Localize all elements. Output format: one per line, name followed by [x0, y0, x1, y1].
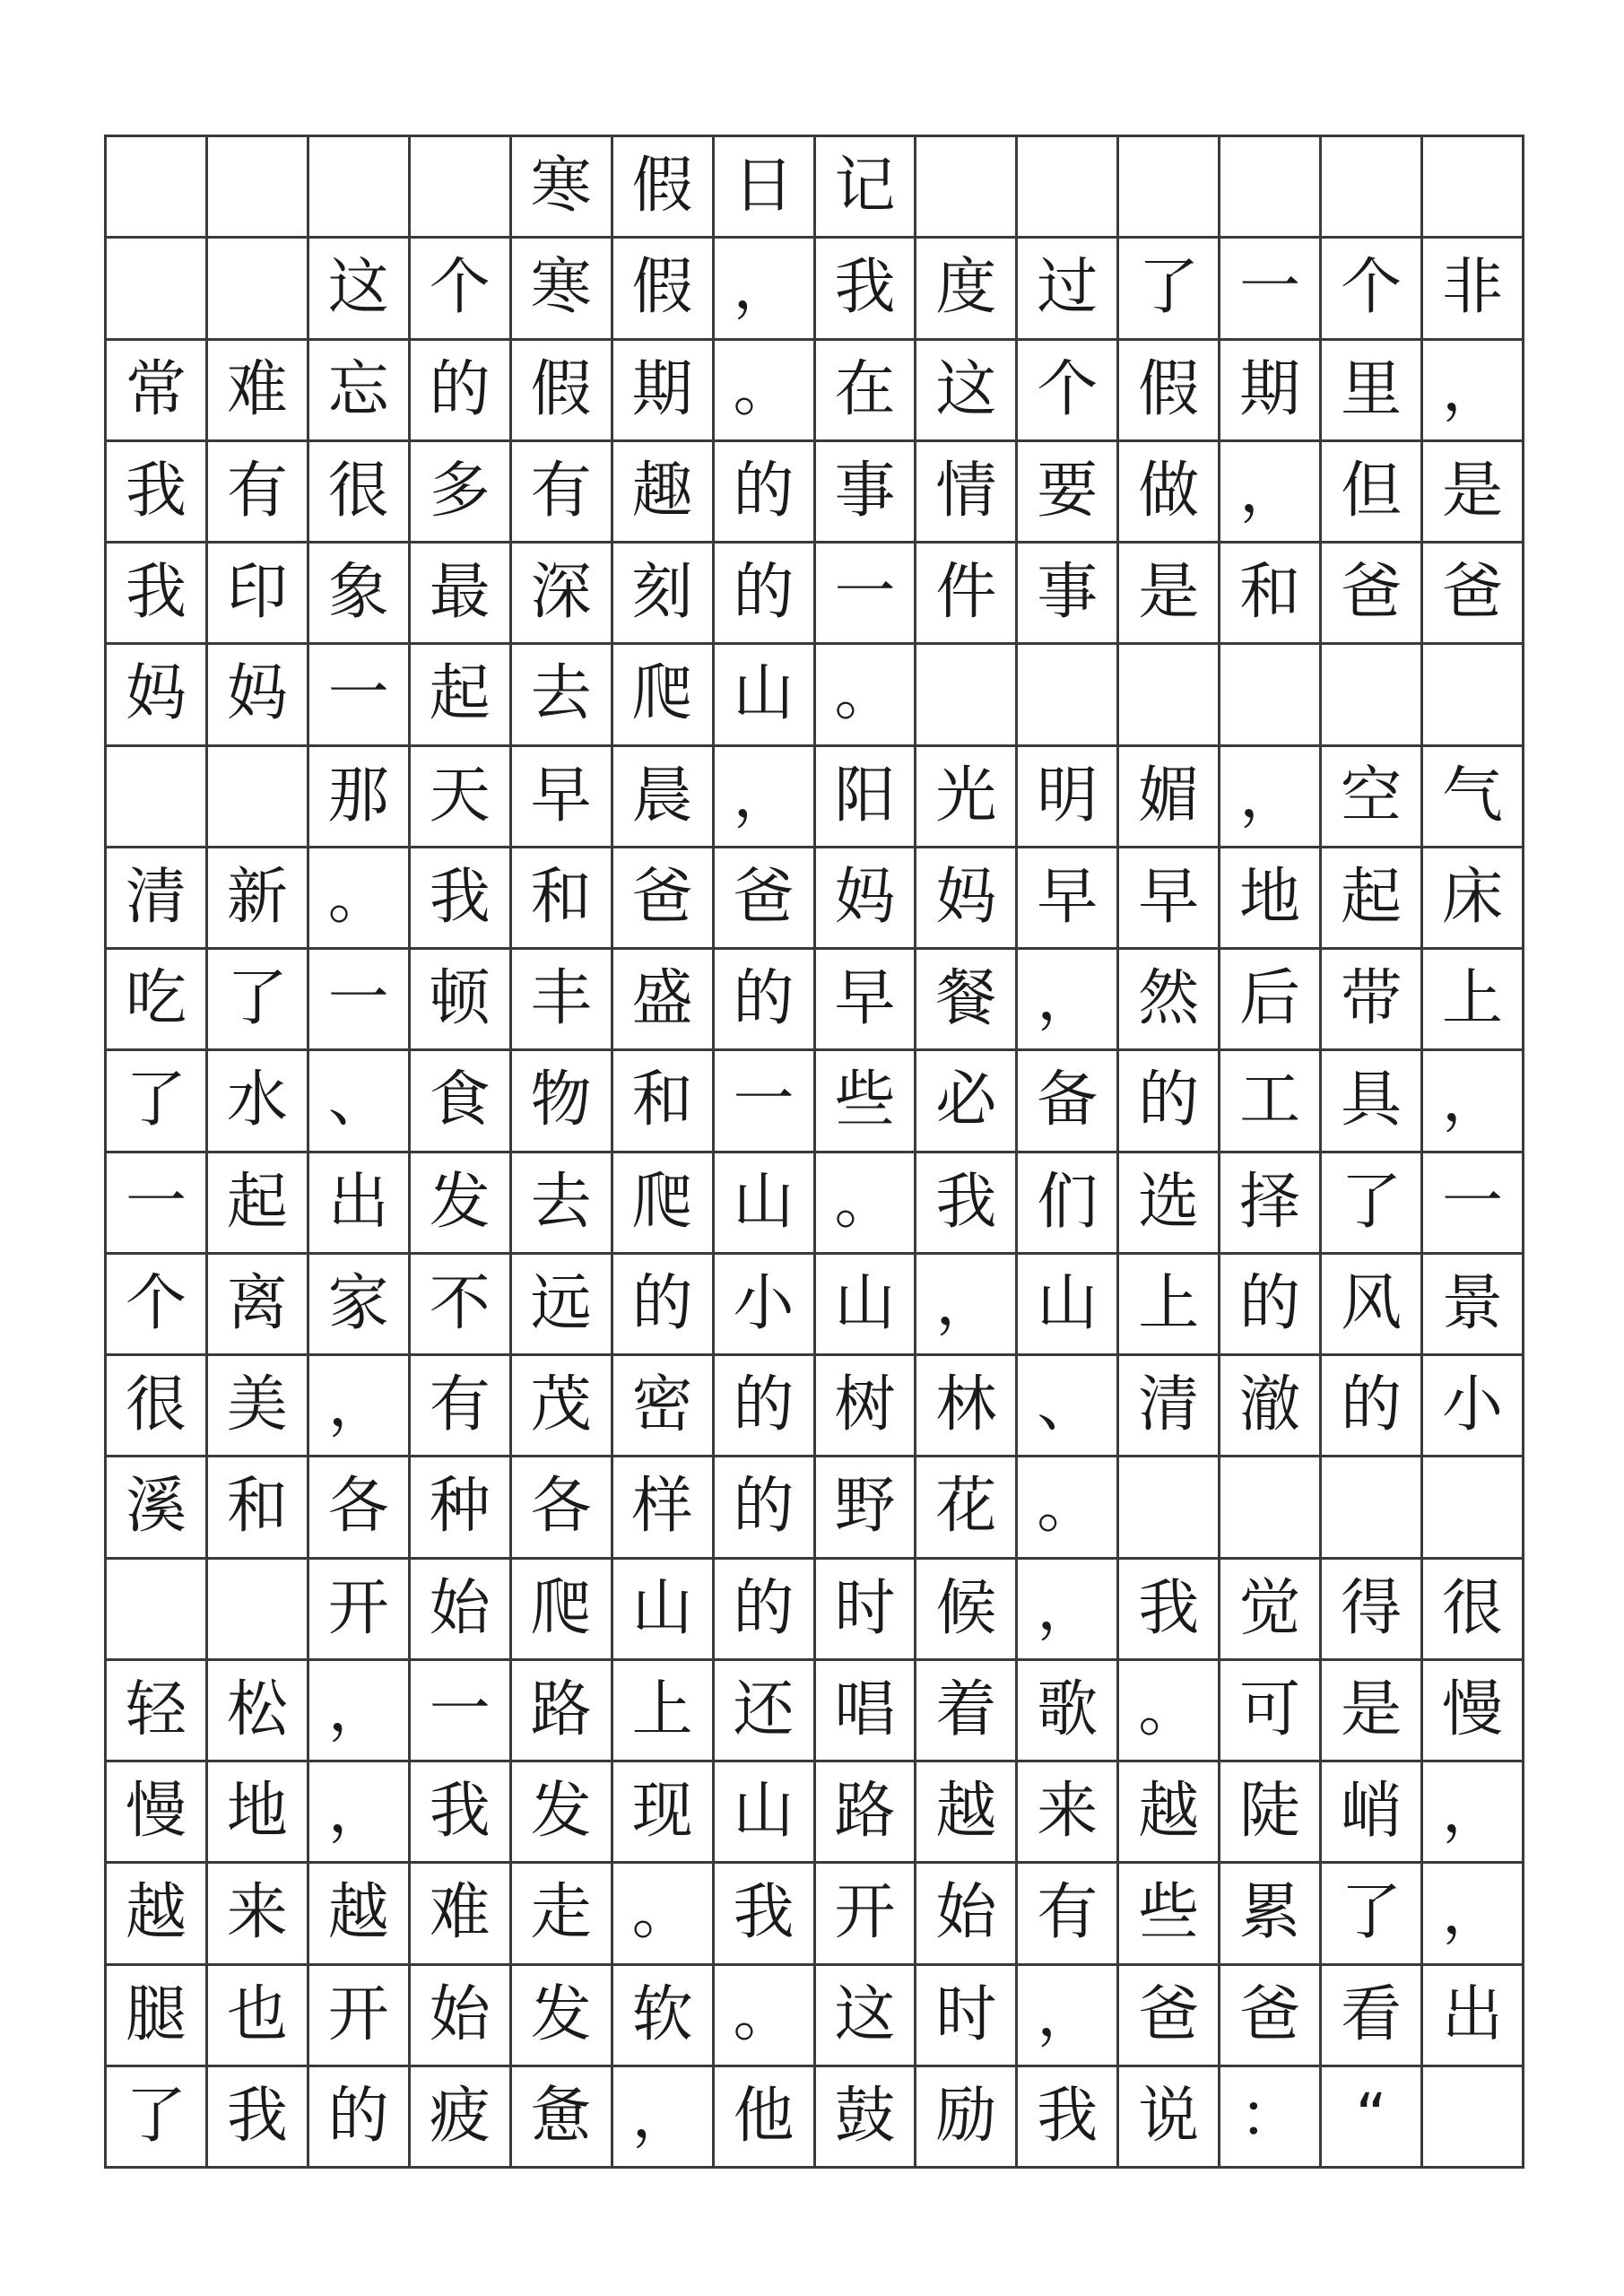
grid-cell-r13-c14: 小 — [1423, 1356, 1524, 1457]
grid-cell-r19-c7: 。 — [715, 1966, 816, 2067]
grid-cell-r7-c8: 阳 — [816, 747, 917, 848]
grid-cell-r18-c3: 越 — [309, 1864, 411, 1965]
grid-cell-r20-c9: 励 — [916, 2067, 1018, 2169]
grid-cell-r18-c2: 来 — [208, 1864, 309, 1965]
grid-cell-r10-c2: 水 — [208, 1051, 309, 1152]
grid-cell-r14-c2: 和 — [208, 1457, 309, 1559]
grid-cell-r7-c1 — [107, 747, 208, 848]
grid-cell-r13-c2: 美 — [208, 1356, 309, 1457]
grid-cell-r18-c11: 些 — [1119, 1864, 1220, 1965]
grid-cell-r13-c4: 有 — [411, 1356, 512, 1457]
grid-cell-r19-c5: 发 — [512, 1966, 613, 2067]
grid-cell-r6-c10 — [1018, 645, 1119, 746]
grid-cell-r1-c3 — [309, 137, 411, 239]
grid-cell-r9-c13: 带 — [1322, 950, 1423, 1051]
grid-cell-r3-c14: ， — [1423, 341, 1524, 442]
grid-cell-r19-c4: 始 — [411, 1966, 512, 2067]
grid-cell-r16-c1: 轻 — [107, 1661, 208, 1762]
grid-cell-r15-c11: 我 — [1119, 1560, 1220, 1661]
grid-cell-r13-c9: 林 — [916, 1356, 1018, 1457]
grid-cell-r3-c9: 这 — [916, 341, 1018, 442]
grid-cell-r10-c9: 必 — [916, 1051, 1018, 1152]
grid-cell-r16-c4: 一 — [411, 1661, 512, 1762]
grid-cell-r11-c7: 山 — [715, 1153, 816, 1255]
grid-cell-r15-c12: 觉 — [1220, 1560, 1322, 1661]
grid-cell-r4-c12: ， — [1220, 442, 1322, 544]
grid-cell-r20-c2: 我 — [208, 2067, 309, 2169]
grid-cell-r5-c4: 最 — [411, 544, 512, 645]
grid-cell-r13-c11: 清 — [1119, 1356, 1220, 1457]
grid-cell-r9-c10: ， — [1018, 950, 1119, 1051]
grid-cell-r1-c9 — [916, 137, 1018, 239]
grid-cell-r18-c10: 有 — [1018, 1864, 1119, 1965]
grid-cell-r12-c14: 景 — [1423, 1255, 1524, 1356]
grid-cell-r6-c2: 妈 — [208, 645, 309, 746]
grid-cell-r9-c8: 早 — [816, 950, 917, 1051]
grid-cell-r7-c10: 明 — [1018, 747, 1119, 848]
grid-cell-r10-c3: 、 — [309, 1051, 411, 1152]
grid-cell-r4-c2: 有 — [208, 442, 309, 544]
grid-cell-r8-c5: 和 — [512, 848, 613, 950]
grid-cell-r2-c14: 非 — [1423, 239, 1524, 340]
grid-cell-r7-c14: 气 — [1423, 747, 1524, 848]
grid-cell-r7-c11: 媚 — [1119, 747, 1220, 848]
grid-cell-r14-c1: 溪 — [107, 1457, 208, 1559]
grid-cell-r2-c1 — [107, 239, 208, 340]
grid-cell-r18-c7: 我 — [715, 1864, 816, 1965]
grid-cell-r6-c12 — [1220, 645, 1322, 746]
grid-cell-r10-c12: 工 — [1220, 1051, 1322, 1152]
grid-cell-r11-c1: 一 — [107, 1153, 208, 1255]
grid-cell-r7-c4: 天 — [411, 747, 512, 848]
grid-cell-r5-c12: 和 — [1220, 544, 1322, 645]
grid-cell-r8-c11: 早 — [1119, 848, 1220, 950]
grid-cell-r5-c1: 我 — [107, 544, 208, 645]
grid-cell-r1-c10 — [1018, 137, 1119, 239]
grid-cell-r14-c12 — [1220, 1457, 1322, 1559]
grid-cell-r2-c11: 了 — [1119, 239, 1220, 340]
grid-cell-r16-c13: 是 — [1322, 1661, 1423, 1762]
grid-cell-r15-c8: 时 — [816, 1560, 917, 1661]
grid-cell-r11-c10: 们 — [1018, 1153, 1119, 1255]
grid-cell-r13-c7: 的 — [715, 1356, 816, 1457]
grid-cell-r1-c6: 假 — [613, 137, 715, 239]
grid-cell-r4-c3: 很 — [309, 442, 411, 544]
grid-cell-r17-c8: 路 — [816, 1762, 917, 1864]
grid-cell-r18-c12: 累 — [1220, 1864, 1322, 1965]
grid-cell-r17-c6: 现 — [613, 1762, 715, 1864]
grid-cell-r7-c9: 光 — [916, 747, 1018, 848]
grid-cell-r17-c14: ， — [1423, 1762, 1524, 1864]
grid-cell-r10-c13: 具 — [1322, 1051, 1423, 1152]
grid-cell-r12-c8: 山 — [816, 1255, 917, 1356]
grid-cell-r15-c1 — [107, 1560, 208, 1661]
grid-cell-r4-c6: 趣 — [613, 442, 715, 544]
grid-cell-r13-c8: 树 — [816, 1356, 917, 1457]
grid-cell-r19-c11: 爸 — [1119, 1966, 1220, 2067]
grid-cell-r1-c11 — [1119, 137, 1220, 239]
grid-cell-r11-c2: 起 — [208, 1153, 309, 1255]
grid-cell-r3-c10: 个 — [1018, 341, 1119, 442]
grid-cell-r17-c13: 峭 — [1322, 1762, 1423, 1864]
grid-cell-r11-c12: 择 — [1220, 1153, 1322, 1255]
grid-cell-r3-c13: 里 — [1322, 341, 1423, 442]
grid-cell-r1-c5: 寒 — [512, 137, 613, 239]
grid-cell-r10-c6: 和 — [613, 1051, 715, 1152]
grid-cell-r12-c3: 家 — [309, 1255, 411, 1356]
grid-cell-r3-c12: 期 — [1220, 341, 1322, 442]
grid-cell-r2-c2 — [208, 239, 309, 340]
grid-cell-r5-c2: 印 — [208, 544, 309, 645]
grid-cell-r6-c6: 爬 — [613, 645, 715, 746]
grid-cell-r5-c3: 象 — [309, 544, 411, 645]
grid-cell-r15-c4: 始 — [411, 1560, 512, 1661]
grid-cell-r16-c7: 还 — [715, 1661, 816, 1762]
grid-cell-r7-c5: 早 — [512, 747, 613, 848]
grid-cell-r2-c6: 假 — [613, 239, 715, 340]
grid-cell-r19-c12: 爸 — [1220, 1966, 1322, 2067]
grid-cell-r18-c1: 越 — [107, 1864, 208, 1965]
grid-cell-r20-c14 — [1423, 2067, 1524, 2169]
grid-cell-r7-c12: ， — [1220, 747, 1322, 848]
grid-cell-r10-c7: 一 — [715, 1051, 816, 1152]
grid-cell-r1-c8: 记 — [816, 137, 917, 239]
grid-cell-r3-c5: 假 — [512, 341, 613, 442]
grid-cell-r16-c5: 路 — [512, 1661, 613, 1762]
grid-cell-r11-c11: 选 — [1119, 1153, 1220, 1255]
grid-cell-r8-c9: 妈 — [916, 848, 1018, 950]
grid-cell-r6-c1: 妈 — [107, 645, 208, 746]
grid-cell-r13-c5: 茂 — [512, 1356, 613, 1457]
grid-cell-r16-c8: 唱 — [816, 1661, 917, 1762]
grid-cell-r11-c13: 了 — [1322, 1153, 1423, 1255]
grid-cell-r1-c7: 日 — [715, 137, 816, 239]
grid-cell-r13-c6: 密 — [613, 1356, 715, 1457]
grid-cell-r15-c5: 爬 — [512, 1560, 613, 1661]
grid-cell-r17-c9: 越 — [916, 1762, 1018, 1864]
grid-cell-r10-c11: 的 — [1119, 1051, 1220, 1152]
grid-cell-r18-c5: 走 — [512, 1864, 613, 1965]
grid-cell-r10-c1: 了 — [107, 1051, 208, 1152]
grid-cell-r3-c6: 期 — [613, 341, 715, 442]
grid-cell-r20-c5: 惫 — [512, 2067, 613, 2169]
grid-cell-r18-c13: 了 — [1322, 1864, 1423, 1965]
grid-cell-r1-c2 — [208, 137, 309, 239]
grid-cell-r13-c13: 的 — [1322, 1356, 1423, 1457]
grid-cell-r6-c11 — [1119, 645, 1220, 746]
grid-cell-r7-c6: 晨 — [613, 747, 715, 848]
grid-cell-r17-c1: 慢 — [107, 1762, 208, 1864]
grid-cell-r15-c7: 的 — [715, 1560, 816, 1661]
grid-cell-r2-c8: 我 — [816, 239, 917, 340]
grid-cell-r20-c12: ： — [1220, 2067, 1322, 2169]
grid-cell-r12-c1: 个 — [107, 1255, 208, 1356]
grid-cell-r5-c13: 爸 — [1322, 544, 1423, 645]
grid-cell-r2-c13: 个 — [1322, 239, 1423, 340]
grid-cell-r13-c1: 很 — [107, 1356, 208, 1457]
grid-cell-r5-c9: 件 — [916, 544, 1018, 645]
grid-cell-r13-c12: 澈 — [1220, 1356, 1322, 1457]
grid-cell-r17-c5: 发 — [512, 1762, 613, 1864]
grid-cell-r4-c9: 情 — [916, 442, 1018, 544]
grid-cell-r14-c7: 的 — [715, 1457, 816, 1559]
grid-cell-r19-c8: 这 — [816, 1966, 917, 2067]
grid-cell-r9-c5: 丰 — [512, 950, 613, 1051]
grid-cell-r4-c13: 但 — [1322, 442, 1423, 544]
grid-cell-r4-c4: 多 — [411, 442, 512, 544]
grid-cell-r20-c13: “ — [1322, 2067, 1423, 2169]
grid-cell-r12-c9: ， — [916, 1255, 1018, 1356]
grid-cell-r1-c4 — [411, 137, 512, 239]
grid-cell-r20-c11: 说 — [1119, 2067, 1220, 2169]
grid-cell-r11-c6: 爬 — [613, 1153, 715, 1255]
grid-cell-r15-c9: 候 — [916, 1560, 1018, 1661]
grid-cell-r17-c10: 来 — [1018, 1762, 1119, 1864]
grid-cell-r15-c3: 开 — [309, 1560, 411, 1661]
grid-cell-r15-c10: ， — [1018, 1560, 1119, 1661]
grid-cell-r6-c9 — [916, 645, 1018, 746]
grid-cell-r3-c2: 难 — [208, 341, 309, 442]
grid-cell-r20-c3: 的 — [309, 2067, 411, 2169]
grid-cell-r5-c6: 刻 — [613, 544, 715, 645]
grid-cell-r5-c5: 深 — [512, 544, 613, 645]
grid-cell-r9-c3: 一 — [309, 950, 411, 1051]
grid-cell-r7-c13: 空 — [1322, 747, 1423, 848]
grid-cell-r8-c4: 我 — [411, 848, 512, 950]
grid-cell-r15-c14: 很 — [1423, 1560, 1524, 1661]
grid-cell-r17-c7: 山 — [715, 1762, 816, 1864]
grid-cell-r14-c13 — [1322, 1457, 1423, 1559]
grid-cell-r2-c7: ， — [715, 239, 816, 340]
grid-cell-r9-c1: 吃 — [107, 950, 208, 1051]
grid-cell-r3-c8: 在 — [816, 341, 917, 442]
grid-cell-r17-c12: 陡 — [1220, 1762, 1322, 1864]
grid-cell-r10-c10: 备 — [1018, 1051, 1119, 1152]
grid-cell-r11-c9: 我 — [916, 1153, 1018, 1255]
grid-cell-r10-c14: ， — [1423, 1051, 1524, 1152]
grid-cell-r12-c2: 离 — [208, 1255, 309, 1356]
grid-cell-r12-c7: 小 — [715, 1255, 816, 1356]
grid-cell-r16-c14: 慢 — [1423, 1661, 1524, 1762]
grid-cell-r15-c2 — [208, 1560, 309, 1661]
grid-cell-r4-c5: 有 — [512, 442, 613, 544]
grid-cell-r9-c2: 了 — [208, 950, 309, 1051]
grid-cell-r8-c7: 爸 — [715, 848, 816, 950]
grid-cell-r19-c14: 出 — [1423, 1966, 1524, 2067]
grid-cell-r8-c13: 起 — [1322, 848, 1423, 950]
grid-cell-r9-c14: 上 — [1423, 950, 1524, 1051]
grid-cell-r9-c7: 的 — [715, 950, 816, 1051]
grid-cell-r9-c4: 顿 — [411, 950, 512, 1051]
grid-cell-r19-c6: 软 — [613, 1966, 715, 2067]
grid-cell-r4-c14: 是 — [1423, 442, 1524, 544]
grid-cell-r13-c10: 、 — [1018, 1356, 1119, 1457]
grid-cell-r8-c6: 爸 — [613, 848, 715, 950]
grid-cell-r12-c11: 上 — [1119, 1255, 1220, 1356]
grid-cell-r6-c13 — [1322, 645, 1423, 746]
grid-cell-r17-c3: ， — [309, 1762, 411, 1864]
grid-cell-r16-c6: 上 — [613, 1661, 715, 1762]
grid-cell-r20-c6: ， — [613, 2067, 715, 2169]
grid-cell-r10-c5: 物 — [512, 1051, 613, 1152]
grid-cell-r9-c12: 后 — [1220, 950, 1322, 1051]
grid-cell-r1-c12 — [1220, 137, 1322, 239]
grid-cell-r20-c8: 鼓 — [816, 2067, 917, 2169]
grid-cell-r15-c13: 得 — [1322, 1560, 1423, 1661]
grid-cell-r9-c9: 餐 — [916, 950, 1018, 1051]
grid-cell-r8-c8: 妈 — [816, 848, 917, 950]
grid-cell-r4-c11: 做 — [1119, 442, 1220, 544]
grid-cell-r6-c14 — [1423, 645, 1524, 746]
grid-cell-r20-c10: 我 — [1018, 2067, 1119, 2169]
grid-cell-r4-c10: 要 — [1018, 442, 1119, 544]
grid-cell-r3-c11: 假 — [1119, 341, 1220, 442]
grid-cell-r9-c6: 盛 — [613, 950, 715, 1051]
composition-grid-paper — [104, 135, 1524, 2169]
grid-cell-r14-c6: 样 — [613, 1457, 715, 1559]
grid-cell-r19-c3: 开 — [309, 1966, 411, 2067]
grid-cell-r2-c3: 这 — [309, 239, 411, 340]
grid-cell-r17-c4: 我 — [411, 1762, 512, 1864]
grid-cell-r19-c1: 腿 — [107, 1966, 208, 2067]
grid-cell-r14-c8: 野 — [816, 1457, 917, 1559]
grid-cell-r18-c8: 开 — [816, 1864, 917, 1965]
grid-cell-r4-c8: 事 — [816, 442, 917, 544]
grid-cell-r6-c3: 一 — [309, 645, 411, 746]
grid-cell-r8-c1: 清 — [107, 848, 208, 950]
grid-cell-r8-c12: 地 — [1220, 848, 1322, 950]
grid-cell-r12-c5: 远 — [512, 1255, 613, 1356]
grid-cell-r12-c10: 山 — [1018, 1255, 1119, 1356]
grid-cell-r9-c11: 然 — [1119, 950, 1220, 1051]
grid-cell-r2-c5: 寒 — [512, 239, 613, 340]
grid-cell-r20-c4: 疲 — [411, 2067, 512, 2169]
grid-cell-r2-c9: 度 — [916, 239, 1018, 340]
grid-cell-r10-c4: 食 — [411, 1051, 512, 1152]
grid-cell-r18-c14: ， — [1423, 1864, 1524, 1965]
grid-cell-r15-c6: 山 — [613, 1560, 715, 1661]
grid-cell-r7-c7: ， — [715, 747, 816, 848]
grid-cell-r16-c3: ， — [309, 1661, 411, 1762]
grid-cell-r16-c12: 可 — [1220, 1661, 1322, 1762]
grid-cell-r8-c14: 床 — [1423, 848, 1524, 950]
grid-cell-r19-c9: 时 — [916, 1966, 1018, 2067]
grid-cell-r14-c10: 。 — [1018, 1457, 1119, 1559]
grid-cell-r6-c7: 山 — [715, 645, 816, 746]
grid-cell-r11-c5: 去 — [512, 1153, 613, 1255]
grid-cell-r3-c3: 忘 — [309, 341, 411, 442]
grid-cell-r20-c7: 他 — [715, 2067, 816, 2169]
grid-cell-r11-c14: 一 — [1423, 1153, 1524, 1255]
grid-cell-r5-c14: 爸 — [1423, 544, 1524, 645]
grid-cell-r2-c10: 过 — [1018, 239, 1119, 340]
grid-cell-r16-c9: 着 — [916, 1661, 1018, 1762]
grid-cell-r13-c3: ， — [309, 1356, 411, 1457]
grid-cell-r3-c1: 常 — [107, 341, 208, 442]
grid-cell-r19-c2: 也 — [208, 1966, 309, 2067]
grid-cell-r3-c7: 。 — [715, 341, 816, 442]
grid-cell-r12-c13: 风 — [1322, 1255, 1423, 1356]
grid-cell-r8-c2: 新 — [208, 848, 309, 950]
grid-cell-r11-c3: 出 — [309, 1153, 411, 1255]
grid-cell-r1-c13 — [1322, 137, 1423, 239]
grid-cell-r12-c4: 不 — [411, 1255, 512, 1356]
grid-cell-r18-c9: 始 — [916, 1864, 1018, 1965]
grid-cell-r5-c10: 事 — [1018, 544, 1119, 645]
grid-cell-r5-c11: 是 — [1119, 544, 1220, 645]
grid-cell-r11-c4: 发 — [411, 1153, 512, 1255]
grid-cell-r19-c13: 看 — [1322, 1966, 1423, 2067]
grid-cell-r19-c10: ， — [1018, 1966, 1119, 2067]
grid-cell-r2-c12: 一 — [1220, 239, 1322, 340]
grid-cell-r8-c3: 。 — [309, 848, 411, 950]
grid-cell-r12-c6: 的 — [613, 1255, 715, 1356]
grid-cell-r10-c8: 些 — [816, 1051, 917, 1152]
grid-cell-r7-c2 — [208, 747, 309, 848]
grid-cell-r18-c6: 。 — [613, 1864, 715, 1965]
grid-cell-r6-c8: 。 — [816, 645, 917, 746]
grid-cell-r4-c1: 我 — [107, 442, 208, 544]
grid-cell-r14-c14 — [1423, 1457, 1524, 1559]
grid-cell-r20-c1: 了 — [107, 2067, 208, 2169]
grid-cell-r1-c1 — [107, 137, 208, 239]
grid-cell-r16-c10: 歌 — [1018, 1661, 1119, 1762]
grid-cell-r17-c11: 越 — [1119, 1762, 1220, 1864]
grid-cell-r16-c11: 。 — [1119, 1661, 1220, 1762]
grid-cell-r6-c5: 去 — [512, 645, 613, 746]
grid-cell-r7-c3: 那 — [309, 747, 411, 848]
grid-cell-r11-c8: 。 — [816, 1153, 917, 1255]
grid-cell-r6-c4: 起 — [411, 645, 512, 746]
grid-cell-r14-c4: 种 — [411, 1457, 512, 1559]
grid-cell-r14-c5: 各 — [512, 1457, 613, 1559]
grid-cell-r17-c2: 地 — [208, 1762, 309, 1864]
grid-cell-r2-c4: 个 — [411, 239, 512, 340]
grid-cell-r14-c11 — [1119, 1457, 1220, 1559]
grid-cell-r18-c4: 难 — [411, 1864, 512, 1965]
grid-cell-r5-c7: 的 — [715, 544, 816, 645]
grid-cell-r3-c4: 的 — [411, 341, 512, 442]
grid-cell-r14-c3: 各 — [309, 1457, 411, 1559]
grid-cell-r16-c2: 松 — [208, 1661, 309, 1762]
grid-cell-r4-c7: 的 — [715, 442, 816, 544]
grid-cell-r1-c14 — [1423, 137, 1524, 239]
grid-cell-r5-c8: 一 — [816, 544, 917, 645]
grid-cell-r14-c9: 花 — [916, 1457, 1018, 1559]
grid-cell-r12-c12: 的 — [1220, 1255, 1322, 1356]
grid-cell-r8-c10: 早 — [1018, 848, 1119, 950]
